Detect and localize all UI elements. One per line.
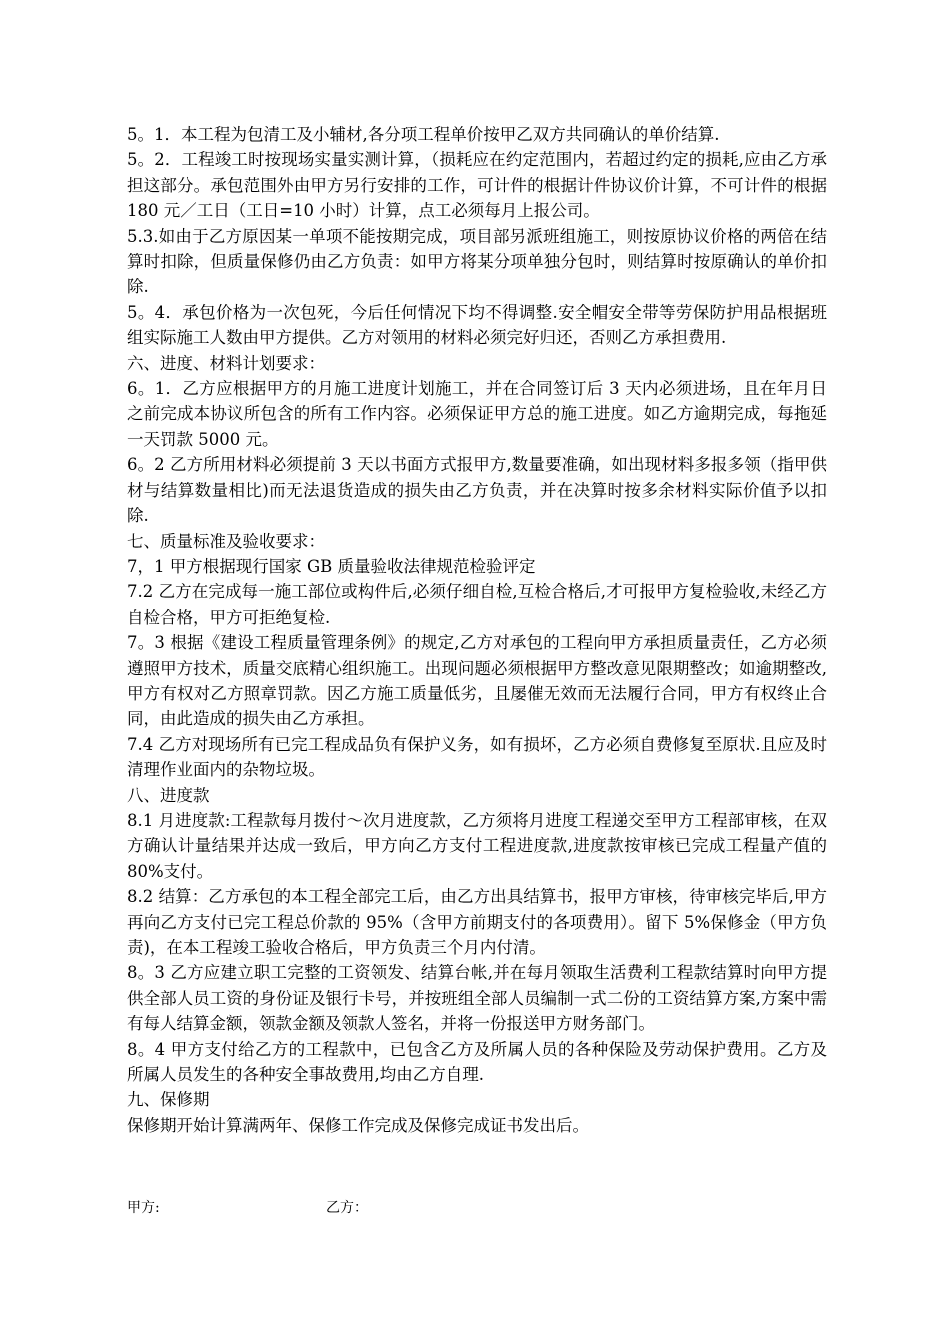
clause-8-4: 8。4 甲方支付给乙方的工程款中，已包含乙方及所属人员的各种保险及劳动保护费用。乙方及所属人员发生的各种安全事故费用,均由乙方自理. bbox=[127, 1039, 827, 1085]
clause-5-3: 5.3.如由于乙方原因某一单项不能按期完成，项目部另派班组施工，则按原协议价格的两倍在结算时扣除，但质量保修仍由乙方负责：如甲方将某分项单独分包时，则结算时按原确认的单价扣除. bbox=[127, 226, 827, 297]
section-6-heading: 六、进度、材料计划要求： bbox=[127, 353, 325, 373]
section-7-heading: 七、质量标准及验收要求： bbox=[127, 531, 325, 551]
clause-5-1: 5。1．本工程为包清工及小辅材,各分项工程单价按甲乙双方共同确认的单价结算. bbox=[127, 125, 720, 144]
party-b-label: 乙方： bbox=[326, 1200, 368, 1216]
party-a-label: 甲方: bbox=[127, 1200, 160, 1216]
clause-8-2: 8.2 结算：乙方承包的本工程全部完工后，由乙方出具结算书，报甲方审核，待审核完毕后,甲方再向乙方支付已完工程总价款的 95%（含甲方前期支付的各项费用）。留下 5%保修金（甲方负责)，在本工程竣工验收合格后，甲方负责三个月内付清。 bbox=[127, 887, 827, 957]
clause-7-4: 7.4 乙方对现场所有已完工程成品负有保护义务，如有损坏，乙方必须自费修复至原状.且应及时清理作业面内的杂物垃圾。 bbox=[127, 734, 827, 780]
clause-5-2: 5。2．工程竣工时按现场实量实测计算，（损耗应在约定范围内，若超过约定的损耗,应由乙方承担这部分。承包范围外由甲方另行安排的工作，可计件的根据计件协议价计算，不可计件的根据 180 元／工日（工日=10 小时）计算，点工必须每月上报公司。 bbox=[127, 150, 827, 221]
clause-7-3: 7。3 根据《建设工程质量管理条例》的规定,乙方对承包的工程向甲方承担质量责任，乙方必须遵照甲方技术，质量交底精心组织施工。出现问题必须根据甲方整改意见限期整改；如逾期整改,甲方有权对乙方照章罚款。因乙方施工质量低劣，且屡催无效而无法履行合同，甲方有权终止合同，由此造成的损失由乙方承担。 bbox=[127, 633, 827, 729]
contract-body bbox=[127, 122, 827, 1138]
signature-line bbox=[127, 1196, 827, 1220]
clause-7-2: 7.2 乙方在完成每一施工部位或构件后,必须仔细自检,互检合格后,才可报甲方复检验收,未经乙方自检合格，甲方可拒绝复检. bbox=[127, 582, 827, 627]
clause-7-1: 7，1 甲方根据现行国家 GB 质量验收法律规范检验评定 bbox=[127, 556, 536, 576]
clause-8-3: 8。3 乙方应建立职工完整的工资领发、结算台帐,并在每月领取生活费利工程款结算时向甲方提供全部人员工资的身份证及银行卡号，并按班组全部人员编制一式二份的工资结算方案,方案中需有每人结算金额，领款金额及领款人签名，并将一份报送甲方财务部门。 bbox=[127, 963, 827, 1034]
clause-6-1: 6。1．乙方应根据甲方的月施工进度计划施工，并在合同签订后 3 天内必须进场，且在年月日之前完成本协议所包含的所有工作内容。必须保证甲方总的施工进度。如乙方逾期完成，每拖延一天罚款 5000 元。 bbox=[127, 379, 827, 449]
warranty-text: 保修期开始计算满两年、保修工作完成及保修完成证书发出后。 bbox=[127, 1115, 589, 1135]
clause-8-1: 8.1 月进度款:工程款每月拨付～次月进度款，乙方须将月进度工程递交至甲方工程部审核，在双方确认计量结果并达成一致后，甲方向乙方支付工程进度款,进度款按审核已完成工程量产值的 80%支付。 bbox=[127, 810, 827, 881]
clause-6-2: 6。2 乙方所用材料必须提前 3 天以书面方式报甲方,数量要准确，如出现材料多报多领（指甲供材与结算数量相比)而无法退货造成的损失由乙方负责，并在决算时按多余材料实际价值予以扣除. bbox=[127, 455, 827, 526]
clause-5-4: 5。4．承包价格为一次包死，今后任何情况下均不得调整.安全帽安全带等劳保防护用品根据班组实际施工人数由甲方提供。乙方对领用的材料必须完好归还，否则乙方承担费用. bbox=[127, 302, 827, 348]
section-9-heading: 九、保修期 bbox=[127, 1090, 210, 1110]
section-8-heading: 八、进度款 bbox=[127, 785, 210, 805]
